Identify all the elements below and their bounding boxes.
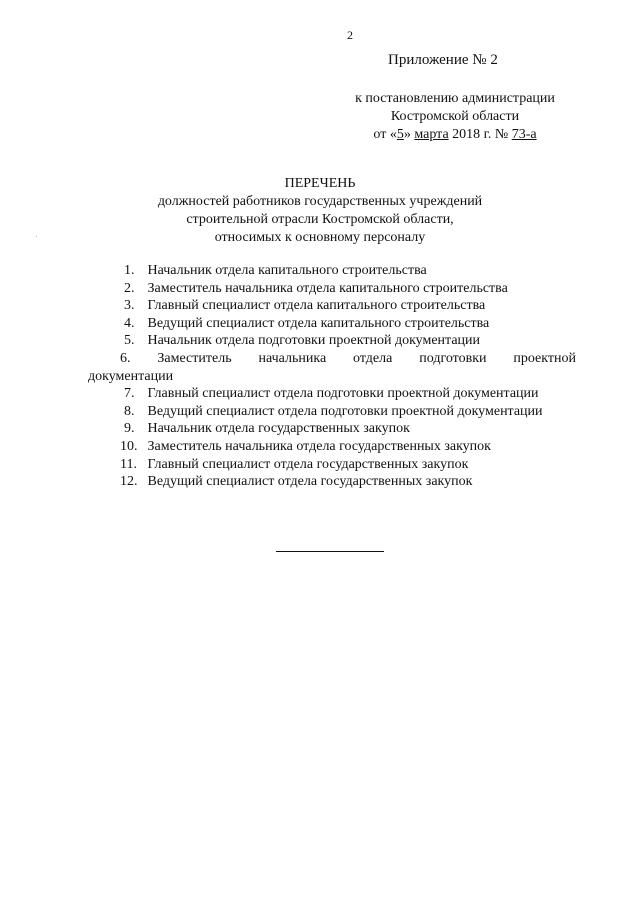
list-item-number: 5. (124, 333, 135, 349)
list-item-9 (88, 420, 576, 438)
list-item-number: 9. (124, 421, 135, 437)
list-item-5 (88, 332, 576, 350)
list-item-number: 3. (124, 298, 135, 314)
decree-number: 73-а (511, 127, 537, 142)
list-item-6-line-2: документации (88, 368, 174, 384)
list-item-7 (88, 385, 576, 403)
list-item-text: Заместитель начальника отдела государственных закупок (147, 438, 491, 454)
list-item-text: Ведущий специалист отдела капитального строительства (147, 315, 490, 331)
scan-speck (36, 236, 37, 237)
list-item-number: 1. (124, 263, 135, 278)
date-mid: » (403, 127, 415, 142)
list-item-text: Главный специалист отдела государственных закупок (147, 456, 469, 472)
heading-line-2: строительной отрасли Костромской области, (186, 212, 454, 227)
list-item-text: Начальник отдела капитального строительства (147, 263, 427, 278)
list-item-text: Начальник отдела государственных закупок (147, 421, 410, 437)
list-item-text: Ведущий специалист отдела подготовки проектной документации (147, 403, 543, 419)
page-number: 2 (347, 28, 353, 42)
closing-rule (276, 551, 384, 552)
positions-list (88, 262, 576, 491)
list-item-6 (88, 350, 576, 385)
list-item-text: Заместитель начальника отдела подготовки проектной (157, 350, 576, 366)
date-month: марта (414, 127, 449, 142)
list-item-8 (88, 403, 576, 421)
list-item-10 (88, 438, 576, 456)
list-item-number: 6. (120, 350, 131, 366)
list-item-text: Главный специалист отдела подготовки проектной документации (147, 386, 539, 402)
list-item-2 (88, 280, 576, 298)
heading-title: ПЕРЕЧЕНЬ (284, 176, 356, 191)
date-prefix: от « (373, 127, 397, 142)
list-item-number: 11. (120, 456, 137, 472)
list-item-1 (88, 262, 576, 280)
list-item-number: 2. (124, 280, 135, 296)
date-day: 5 (396, 127, 404, 142)
appendix-line-2: Костромской области (390, 109, 520, 124)
list-item-text: Заместитель начальника отдела капитального строительства (147, 280, 508, 296)
list-item-number: 12. (120, 474, 138, 490)
appendix-date-line (330, 126, 580, 144)
list-item-text: Начальник отдела подготовки проектной документации (147, 333, 481, 349)
list-item-4 (88, 315, 576, 333)
heading-line-3: относимых к основному персоналу (214, 230, 426, 245)
appendix-reference (330, 90, 580, 144)
list-item-number: 8. (124, 403, 135, 419)
list-item-number: 10. (120, 438, 138, 454)
list-item-11 (88, 456, 576, 474)
list-item-number: 4. (124, 315, 135, 331)
list-item-12 (88, 473, 576, 491)
document-heading (0, 175, 640, 247)
heading-line-1: должностей работников государственных учреждений (157, 194, 483, 209)
list-item-number: 7. (124, 386, 135, 402)
appendix-line-1: к постановлению администрации (355, 91, 555, 106)
appendix-title: Приложение № 2 (388, 52, 498, 68)
list-item-text: Ведущий специалист отдела государственных закупок (147, 474, 473, 490)
list-item-text: Главный специалист отдела капитального строительства (147, 298, 486, 314)
date-year: 2018 г. № (448, 127, 512, 142)
list-item-3 (88, 297, 576, 315)
list-item-6-line-1 (88, 350, 576, 368)
